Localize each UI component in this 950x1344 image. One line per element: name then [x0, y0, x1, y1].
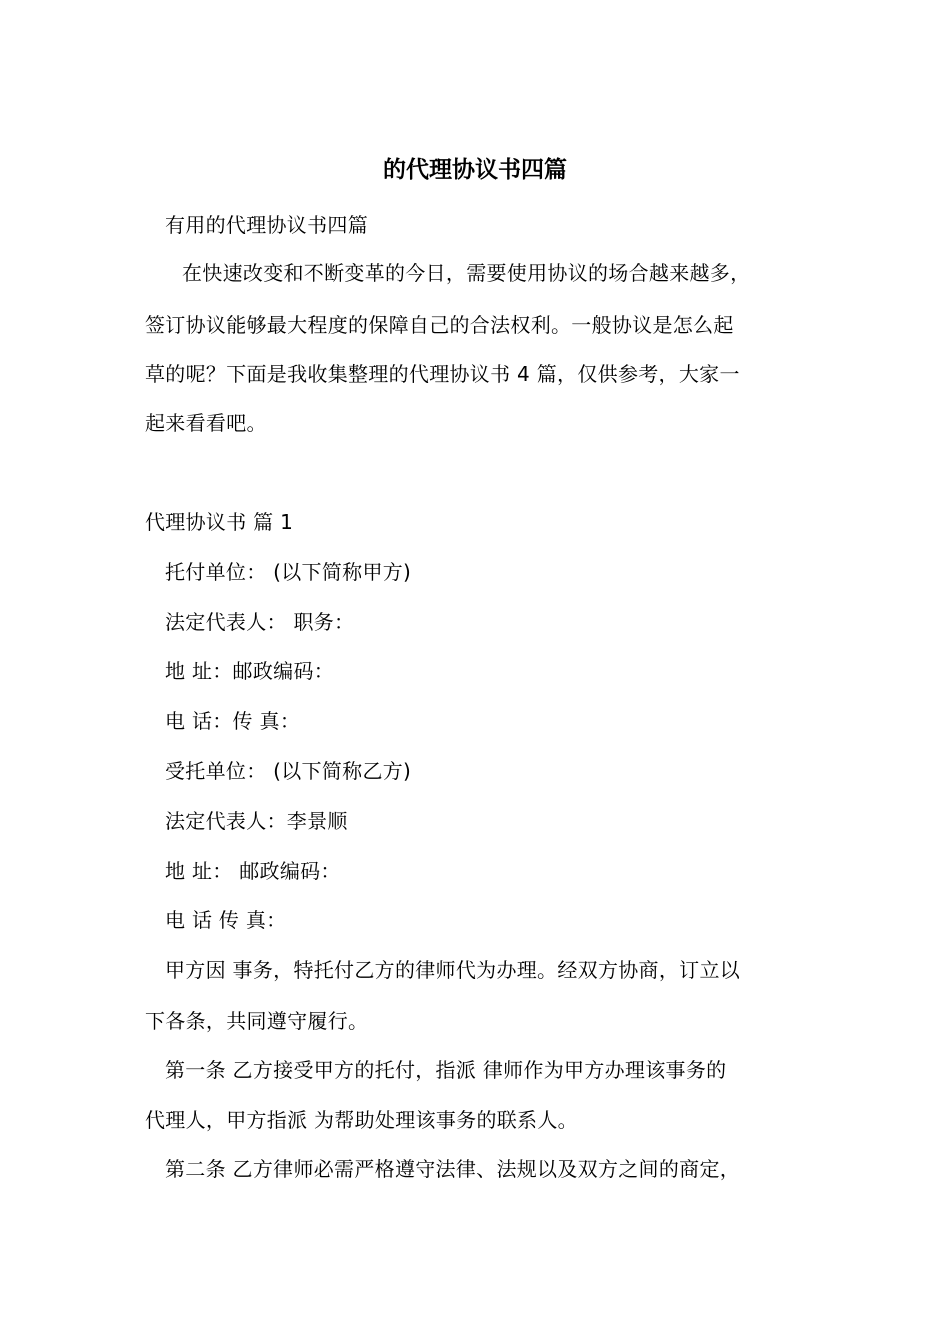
- field-line: 地 址：邮政编码：: [165, 659, 335, 683]
- body-line: 第一条 乙方接受甲方的托付，指派 律师作为甲方办理该事务的: [165, 1058, 727, 1082]
- document-subtitle: 有用的代理协议书四篇: [165, 213, 368, 237]
- intro-line: 起来看看吧。: [145, 411, 267, 435]
- intro-line: 草的呢？下面是我收集整理的代理协议书 4 篇，仅供参考，大家一: [145, 362, 740, 386]
- body-line: 第二条 乙方律师必需严格遵守法律、法规以及双方之间的商定，: [165, 1157, 741, 1181]
- field-line: 电 话 传 真：: [165, 908, 287, 932]
- field-line: 法定代表人：李景顺: [165, 809, 348, 833]
- field-line: 电 话：传 真：: [165, 709, 301, 733]
- section-heading: 代理协议书 篇 1: [145, 510, 294, 534]
- field-line: 托付单位： (以下简称甲方): [165, 560, 412, 584]
- document-title: 的代理协议书四篇: [383, 157, 567, 183]
- intro-line: 在快速改变和不断变革的今日，需要使用协议的场合越来越多，: [182, 261, 751, 285]
- field-line: 地 址： 邮政编码：: [165, 859, 341, 883]
- intro-line: 签订协议能够最大程度的保障自己的合法权利。一般协议是怎么起: [145, 313, 734, 337]
- field-line: 受托单位： (以下简称乙方): [165, 759, 412, 783]
- body-line: 甲方因 事务，特托付乙方的律师代为办理。经双方协商，订立以: [165, 958, 741, 982]
- body-line: 代理人，甲方指派 为帮助处理该事务的联系人。: [145, 1108, 578, 1132]
- field-line: 法定代表人： 职务：: [165, 610, 355, 634]
- body-line: 下各条，共同遵守履行。: [145, 1009, 369, 1033]
